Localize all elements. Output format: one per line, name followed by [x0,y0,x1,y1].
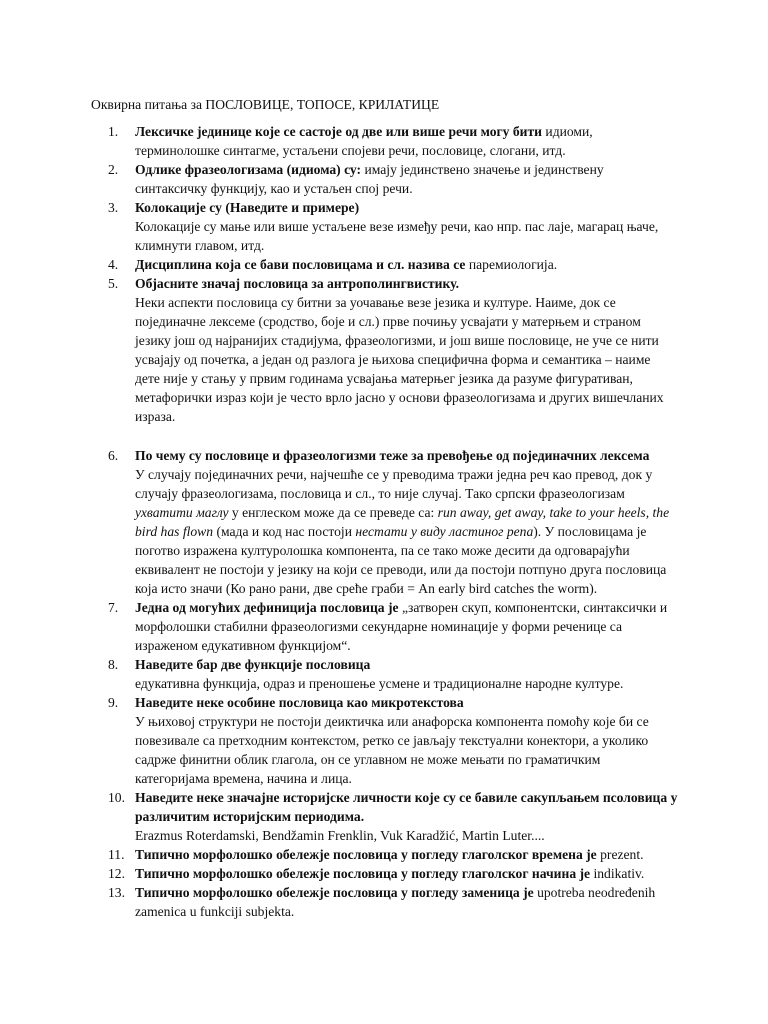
list-item [108,598,678,655]
document-title: Оквирна питања за ПОСЛОВИЦЕ, ТОПОСЕ, КРИЛАТИЦЕ [91,97,440,112]
item-number: 2. [108,162,119,177]
answer-text: имају јединствено значење и јединствену синтаксичку функцију, као и устаљен спој речи. [135,162,604,196]
item-number: 4. [108,257,119,272]
question-text: Колокације су (Наведите и примере) [135,200,360,215]
list-item [108,122,678,160]
answer-text: идиоми, терминолошке синтагме, устаљени спојеви речи, пословице, слогани, итд. [135,124,593,158]
answer-text: upotreba neodređenih zamenica u funkciji subjekta. [135,885,656,919]
item-number: 8. [108,657,119,672]
question-text: Објасните значај пословица за антрополингвистику. [135,276,459,291]
list-item [108,198,678,255]
answer-text: Erazmus Roterdamski, Bendžamin Frenklin, Vuk Karadžić, Martin Luter.... [135,828,545,843]
question-text: Типично морфолошко обележје пословица у погледу заменица је [135,885,534,900]
list-item [108,274,678,426]
question-text: Лексичке јединице које се састоје од две или више речи могу бити [135,124,543,139]
answer-text: паремиологија. [465,257,558,272]
question-text: Дисциплина која се бави пословицама и сл. назива се [135,257,466,272]
item-number: 10. [108,790,125,805]
item-number: 13. [108,885,125,900]
question-text: Наведите неке значајне историјске личности које су се бавиле сакупљањем псоловица у различитим историјским периодима. [135,790,678,824]
question-text: Наведите бар две функције пословица [135,657,371,672]
item-number: 11. [108,847,125,862]
item-number: 3. [108,200,119,215]
list-item [108,160,678,198]
question-text: По чему су пословице и фразеологизми теже за превођење од појединачних лексема [135,448,650,463]
answer-text: „затворен скуп, компонентски, синтаксички и морфолошки стабилни фразеологизми секундарне номинације у форми реченице са израженом едукативном функцијом“. [135,600,668,653]
item-number: 12. [108,866,125,881]
item-number: 7. [108,600,119,615]
question-text: Типично морфолошко обележје пословица у погледу глаголског начина је [135,866,591,881]
question-text: Одлике фразеологизама (идиома) су: [135,162,362,177]
question-text: Наведите неке особине пословица као микротекстова [135,695,464,710]
answer-text: Неки аспекти пословица су битни за уочавање везе језика и културе. Наиме, док се појединачне лексеме (сродство, боје и сл.) прве почињу усвајати у матерњем и страном језику још од најранијих стадијума, фразеологизми, и још више пословице, не уче се нити усвајају од почетка, а један од разлога је њихова специфична форма и семантика – наиме дете није у стању у првим годинама усвајања матерњег језика да разуме фигуративан, метафорички израз који је често врло јасно у основи фразеологизама и других вишечланих израза. [135,295,664,424]
item-number: 5. [108,276,119,291]
list-item [108,864,678,883]
answer-text: едукативна функција, одраз и преношење усмене и традиционалне народне културе. [135,676,624,691]
list-item [108,446,678,598]
answer-text: prezent. [596,847,644,862]
answer-text: indikativ. [590,866,645,881]
phrase-english: run away, get away, take to your heels, the bird has flown [135,505,670,539]
item-number: 6. [108,448,119,463]
phrase-serbian-alt: нестати у виду ластиног репа [355,524,534,539]
answer-text: (мада и код нас постоји [213,524,356,539]
list-item [108,255,678,274]
answer-text: у енглеском може да се преведе са: [228,505,438,520]
answer-text: Колокације су мање или више устаљене везе између речи, као нпр. пас лаје, магарац њаче, климнути главом, итд. [135,219,659,253]
list-item [108,883,678,921]
list-item [108,655,678,693]
spacer [108,426,678,446]
question-text: Типично морфолошко обележје пословица у погледу глаголског времена је [135,847,597,862]
item-number: 9. [108,695,119,710]
list-item [108,788,678,845]
list-item [108,693,678,788]
list-item [108,845,678,864]
answer-text: У њиховој структури не постоји деиктичка или анафорска компонента помоћу које би се повезивале са претходним контекстом, ретко се јављају текстуални конектори, а уколико садрже финитни облик глагола, он се углавном не може мењати по граматичким категоријама времена, начина и лица. [135,714,649,786]
phrase-serbian: ухватити маглу [135,505,229,520]
item-number: 1. [108,124,119,139]
answer-text: ). У пословицама је поготво изражена културолошка компонента, па се тако може десити да одговарајући еквивалент не постоји у језику на који се преводи, или да постоји потпуно друга пословица која исто значи (Ко рано рани, две среће граби = An early bird catches the worm). [135,524,667,596]
question-list [108,122,678,921]
answer-text: У случају појединачних речи, најчешће се у преводима тражи једна реч као превод, док у случају фразеологизама, пословица и сл., то није случај. Тако српски фразеологизам [135,467,653,501]
question-text: Једна од могућих дефиниција пословица је [135,600,399,615]
